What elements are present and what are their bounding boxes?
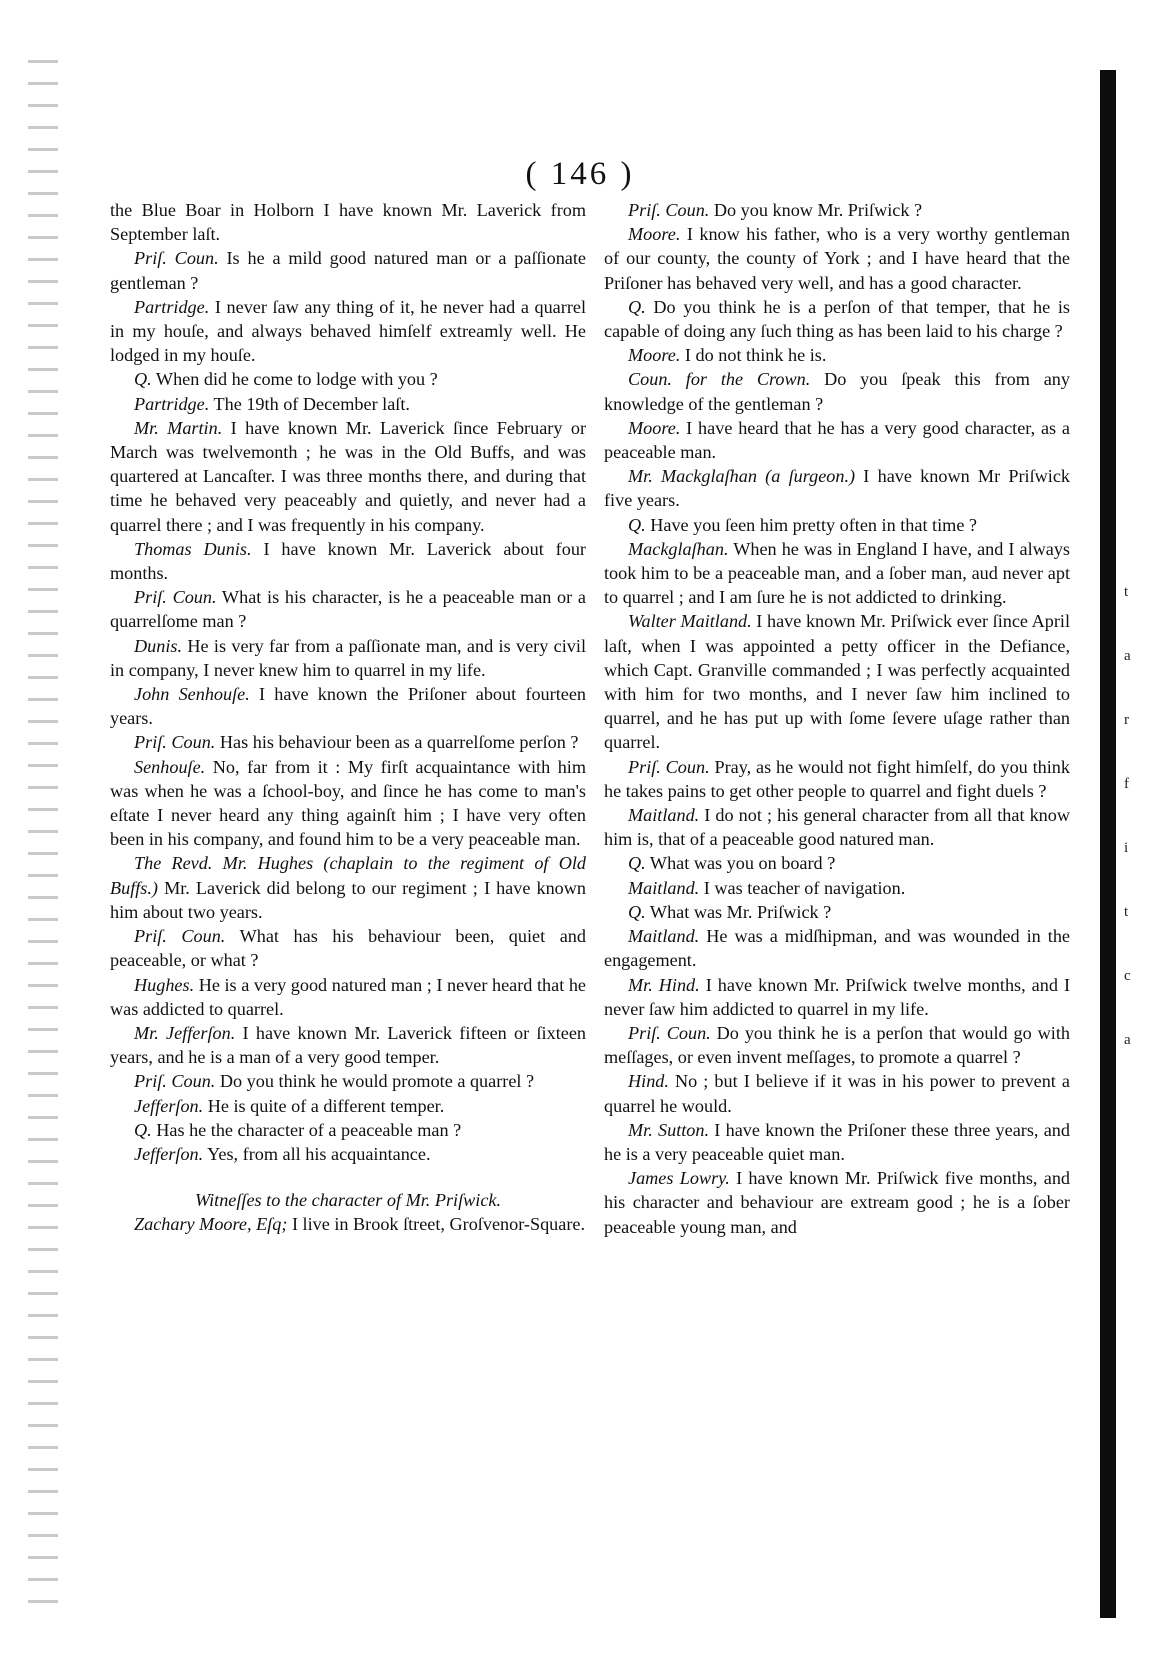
paragraph-text: the Blue Boar in Holborn I have known Mr. Laverick from September laſt.	[110, 200, 586, 245]
paragraph-text: I do not ; his general character from all that know him is, that of a peaceable good natured man.	[604, 805, 1070, 850]
speaker-name: Q.	[628, 514, 646, 535]
paragraph	[604, 367, 1070, 415]
paragraph	[604, 1069, 1070, 1117]
paragraph-text: What has his behaviour been, quiet and peaceable, or what ?	[110, 926, 586, 971]
paragraph	[604, 876, 1070, 900]
paragraph	[604, 1118, 1070, 1166]
speaker-name: Walter Maitland.	[628, 611, 752, 632]
paragraph	[110, 416, 586, 537]
speaker-name: Mr. Mackglaſhan (a ſurgeon.)	[628, 466, 856, 487]
paragraph	[110, 730, 586, 754]
paragraph	[110, 1212, 586, 1236]
speaker-name: Hughes.	[134, 974, 195, 995]
paragraph	[110, 1021, 586, 1069]
binding-edge-bar	[1100, 70, 1116, 1618]
speaker-name: Thomas Dunis.	[134, 538, 252, 559]
paragraph-text: He was a midſhipman, and was wounded in the engagement.	[604, 926, 1070, 971]
paragraph	[110, 295, 586, 368]
paragraph-text: Yes, from all his acquaintance.	[203, 1143, 431, 1164]
speaker-name: Mr. Jefferſon.	[134, 1022, 236, 1043]
paragraph-text: Is he a mild good natured man or a paſſionate gentleman ?	[110, 248, 586, 293]
paragraph-text: I have known Mr. Laverick about four months.	[110, 538, 586, 584]
paragraph-text: I have known Mr. Priſwick five months, and his character and behaviour are extream good ; he is a ſober peaceable young man, and	[604, 1168, 1071, 1237]
paragraph	[110, 1118, 586, 1142]
speaker-name: Jefferſon.	[134, 1143, 204, 1164]
speaker-name: Moore.	[628, 417, 681, 438]
paragraph	[604, 924, 1070, 972]
paragraph	[604, 343, 1070, 367]
paragraph-text: I have known the Priſoner these three years, and he is a very peaceable quiet man.	[604, 1119, 1070, 1164]
paragraph-text: He is a very good natured man ; I never heard that he was addicted to quarrel.	[110, 974, 586, 1019]
paragraph	[604, 222, 1070, 295]
paragraph	[110, 1069, 586, 1093]
edge-letter: f	[1124, 776, 1129, 792]
edge-letter: a	[1124, 648, 1131, 664]
edge-letter: t	[1124, 904, 1129, 920]
paragraph	[110, 367, 586, 391]
paragraph-text: When did he come to lodge with you ?	[151, 369, 438, 390]
paragraph-text: I have known Mr. Laverick fifteen or ſixteen years, and he is a man of a very good temper.	[110, 1022, 586, 1068]
speaker-name: Moore.	[628, 224, 681, 245]
speaker-name: John Senhouſe.	[134, 684, 250, 705]
paragraph	[604, 537, 1070, 610]
edge-letter: t	[1124, 584, 1129, 600]
paragraph-text: Have you ſeen him pretty often in that time ?	[645, 514, 978, 535]
paragraph	[604, 851, 1070, 875]
paragraph-text: I have known the Priſoner about fourteen years.	[110, 684, 586, 729]
speaker-name: Maitland.	[628, 877, 700, 898]
speaker-name: Priſ. Coun.	[628, 200, 710, 220]
paragraph-text: Has his behaviour been as a quarrelſome perſon ?	[215, 732, 579, 753]
paragraph-text: The 19th of December laſt.	[209, 393, 410, 414]
paragraph-text: What was Mr. Priſwick ?	[645, 901, 832, 922]
paragraph-text: Do you think he would promote a quarrel ?	[215, 1071, 535, 1092]
paragraph-text: Mr. Laverick did belong to our regiment ; I have known him about two years.	[110, 877, 586, 922]
speaker-name: Priſ. Coun.	[134, 587, 217, 608]
paragraph-text: Do you think he is a perſon of that temper, that he is capable of doing any ſuch thing as has been laid to his charge ?	[604, 296, 1070, 342]
paragraph	[110, 634, 586, 682]
speaker-name: Maitland.	[628, 805, 700, 826]
left-margin-marks	[28, 60, 58, 1620]
paragraph-text: I have heard that he has a very good character, as a peaceable man.	[604, 417, 1070, 463]
paragraph-text: When he was in England I have, and I always took him to be a peaceable man, and a ſober man, aud never apt to quarrel ; and I am ſure he is not addicted to drinking.	[604, 538, 1070, 608]
paragraph-text: Has he the character of a peaceable man ?	[151, 1119, 462, 1140]
page-number: ( 146 )	[525, 156, 635, 192]
edge-letter: a	[1124, 1032, 1131, 1048]
facing-page-edge-letters	[1124, 560, 1154, 1072]
speaker-name: Zachary Moore, Eſq;	[134, 1214, 288, 1235]
edge-letter: c	[1124, 968, 1131, 984]
speaker-name: Hind.	[628, 1071, 669, 1092]
paragraph	[110, 755, 586, 852]
paragraph	[110, 682, 586, 730]
paragraph-text: I have known Mr Priſwick five years.	[604, 466, 1070, 511]
speaker-name: Priſ. Coun.	[134, 732, 216, 753]
speaker-name: Senhouſe.	[134, 756, 206, 777]
paragraph-text: He is very far from a paſſionate man, and is very civil in company, I never knew him to quarrel in my life.	[110, 635, 586, 680]
paragraph	[604, 416, 1070, 464]
paragraph-text: Do you ſpeak this from any knowledge of the gentleman ?	[604, 369, 1070, 414]
paragraph-text: No, far from it : My firſt acquaintance with him was when he was a ſchool-boy, and ſince he has come to man's eſtate I never heard any thing againſt him ; I have very often been in his company, and found him to be a very peaceable man.	[110, 756, 586, 850]
paragraph-text: He is quite of a different temper.	[203, 1095, 445, 1116]
paragraph	[110, 973, 586, 1021]
speaker-name: Priſ. Coun.	[628, 1022, 711, 1043]
speaker-name: Q.	[628, 853, 646, 874]
paragraph	[604, 609, 1070, 754]
paragraph-text: I have known Mr. Laverick ſince February or March was twelvemonth ; he was in the Old Buffs, and was quartered at Lancaſter. I was three months there, and during that time he behaved very peaceably and quietly, and never had a quarrel there ; and I was frequently in his company.	[110, 417, 586, 535]
right-column	[604, 198, 1070, 1239]
paragraph	[604, 295, 1070, 343]
speaker-name: Priſ. Coun.	[134, 248, 219, 269]
paragraph-text: Do you know Mr. Priſwick ?	[709, 200, 923, 220]
paragraph	[604, 198, 1070, 222]
speaker-name: Priſ. Coun.	[134, 1071, 216, 1092]
speaker-name: Q.	[628, 901, 646, 922]
speaker-name: Q.	[134, 369, 152, 390]
paragraph	[110, 924, 586, 972]
paragraph	[110, 392, 586, 416]
paragraph	[604, 513, 1070, 537]
speaker-name: Mr. Sutton.	[628, 1119, 710, 1140]
paragraph-text: What is his character, is he a peaceable man or a quarrelſome man ?	[110, 587, 586, 632]
edge-letter: i	[1124, 840, 1129, 856]
paragraph	[110, 246, 586, 294]
speaker-name: Coun. for the Crown.	[628, 369, 811, 390]
speaker-name: Mr. Martin.	[134, 417, 223, 438]
paragraph-text: I was teacher of navigation.	[699, 877, 906, 898]
paragraph	[110, 537, 586, 585]
speaker-name: Maitland.	[628, 926, 700, 947]
speaker-name: Moore.	[628, 345, 681, 366]
paragraph	[604, 755, 1070, 803]
paragraph	[110, 198, 586, 246]
left-column	[110, 198, 586, 1237]
paragraph-text: Do you think he is a perſon that would go with meſſages, or even invent meſſages, to promote a quarrel ?	[604, 1022, 1070, 1068]
paragraph-text: I have known Mr. Priſwick twelve months, and I never ſaw him addicted to quarrel in my life.	[604, 974, 1071, 1019]
paragraph	[604, 803, 1070, 851]
paragraph	[604, 1021, 1070, 1069]
speaker-name: Partridge.	[134, 296, 210, 317]
paragraph-text: No ; but I believe if it was in his power to prevent a quarrel he would.	[604, 1071, 1070, 1116]
paragraph-text: I live in Brook ſtreet, Groſvenor-Square.	[287, 1214, 586, 1235]
paragraph-text: What was you on board ?	[645, 853, 836, 874]
paragraph-text: I never ſaw any thing of it, he never had a quarrel in my houſe, and always behaved himſelf extreamly well. He lodged in my houſe.	[110, 296, 586, 366]
paragraph	[604, 464, 1070, 512]
paragraph	[110, 585, 586, 633]
paragraph-text: I have known Mr. Priſwick ever ſince April laſt, when I was appointed a petty officer in the Defiance, which Capt. Granville commanded ; I was perfectly acquainted with him for two months, and I never ſaw him inclined to quarrel, and he has put up with ſome ſevere uſage rather than quarrel.	[604, 611, 1071, 753]
paragraph-text: I do not think he is.	[680, 345, 827, 366]
speaker-name: James Lowry.	[628, 1168, 730, 1189]
paragraph-text: Pray, as he would not fight himſelf, do you think he takes pains to get other people to quarrel and fight duels ?	[604, 756, 1070, 801]
paragraph	[110, 1094, 586, 1118]
paragraph	[604, 973, 1070, 1021]
speaker-name: Priſ. Coun.	[134, 926, 226, 947]
edge-letter: r	[1124, 712, 1129, 728]
speaker-name: Priſ. Coun.	[628, 756, 710, 777]
speaker-name: Jefferſon.	[134, 1095, 204, 1116]
section-heading: Witneſſes to the character of Mr. Priſwick.	[194, 1190, 502, 1211]
speaker-name: The Revd. Mr. Hughes (chaplain to the regiment of Old Buffs.)	[110, 853, 586, 898]
paragraph-text: I know his father, who is a very worthy gentleman of our county, the county of York ; and I have heard that the Priſoner has behaved very well, and has a good character.	[604, 224, 1070, 293]
paragraph	[604, 1166, 1070, 1239]
speaker-name: Q.	[628, 296, 646, 317]
speaker-name: Q.	[134, 1119, 152, 1140]
speaker-name: Dunis.	[134, 635, 182, 656]
speaker-name: Mackglaſhan.	[628, 538, 729, 559]
speaker-name: Partridge.	[134, 393, 210, 414]
paragraph	[110, 1142, 586, 1166]
paragraph	[110, 851, 586, 924]
speaker-name: Mr. Hind.	[628, 974, 700, 995]
paragraph	[604, 900, 1070, 924]
